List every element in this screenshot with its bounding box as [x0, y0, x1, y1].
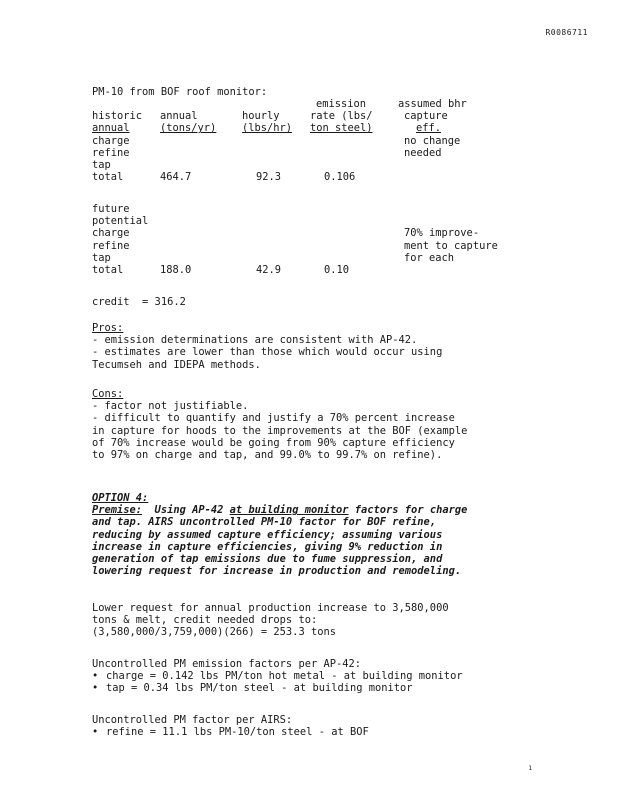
row-label: total: [92, 171, 124, 184]
row-label: tap: [92, 158, 111, 171]
corner-mark: 1: [528, 765, 532, 772]
header-rate-l1: emission: [316, 98, 367, 110]
premise-line: generation of tap emissions due to fume suppression, and: [92, 553, 443, 566]
row-label: charge: [92, 134, 130, 147]
premise-link-text: at building monitor: [229, 504, 349, 517]
row-annual: 188.0: [160, 263, 192, 276]
future-table: [92, 203, 532, 276]
credit-line: credit = 316.2: [92, 296, 186, 308]
table-row: [92, 264, 532, 276]
header-capture-l3: eff.: [416, 122, 442, 135]
airs-title: Uncontrolled PM factor per AIRS:: [92, 714, 293, 726]
row-label: potential: [92, 215, 149, 228]
cons-line: to 97% on charge and tap, and 99.0% to 99.7% on refine).: [92, 449, 443, 462]
row-label: tap: [92, 251, 111, 264]
premise-line: lowering request for increase in production and remodeling.: [92, 565, 462, 578]
header-rate-l3: ton steel): [310, 122, 373, 135]
premise-line: and tap. AIRS uncontrolled PM-10 factor for BOF refine,: [92, 516, 437, 529]
pros-line: Tecumseh and IDEPA methods.: [92, 358, 261, 371]
table-row: [92, 159, 532, 171]
row-capture: ment to capture: [404, 239, 498, 252]
bullet-text: refine = 11.1 lbs PM-10/ton steel - at BOF: [106, 726, 369, 739]
bullet-text: charge = 0.142 lbs PM/ton hot metal - at building monitor: [106, 670, 463, 683]
bullet-icon: •: [92, 682, 99, 695]
pros-line: - estimates are lower than those which would occur using: [92, 346, 443, 359]
table-row: [92, 171, 532, 183]
ap42-title: Uncontrolled PM emission factors per AP-42:: [92, 658, 361, 670]
row-hourly: 92.3: [256, 171, 282, 184]
cons-line: in capture for hoods to the improvements at the BOF (example: [92, 424, 468, 437]
header-hourly-l2: hourly: [242, 110, 280, 123]
header-capture-l1: assumed bhr: [398, 98, 467, 110]
bullet-icon: •: [92, 726, 99, 739]
header-historic-l2: historic: [92, 110, 143, 123]
premise-line: [92, 504, 532, 516]
table-row: [92, 215, 532, 227]
row-capture: no change: [404, 134, 461, 147]
cons-line: - difficult to quantify and justify a 70% percent increase: [92, 412, 455, 425]
cons-title: Cons:: [92, 388, 124, 400]
table-row: [92, 240, 532, 252]
row-label: total: [92, 263, 124, 276]
table-row: [92, 147, 532, 159]
pros-title: Pros:: [92, 322, 124, 334]
header-annual-l2: annual: [160, 110, 198, 123]
cons-line: of 70% increase would be going from 90% capture efficiency: [92, 436, 455, 449]
pros-line: - emission determinations are consistent with AP-42.: [92, 334, 418, 347]
header-historic-l3: annual: [92, 122, 130, 135]
table-row: [92, 135, 532, 147]
row-label: future: [92, 203, 130, 215]
cons-line: - factor not justifiable.: [92, 400, 249, 413]
row-capture: for each: [404, 251, 455, 264]
row-hourly: 42.9: [256, 263, 282, 276]
row-label: charge: [92, 227, 130, 240]
row-label: refine: [92, 239, 130, 252]
premise-text-post: factors for charge: [348, 504, 468, 517]
header-row-3: [92, 122, 532, 134]
header-rate-l2: rate (lbs/: [310, 110, 373, 123]
row-annual: 464.7: [160, 171, 192, 184]
row-rate: 0.106: [324, 171, 356, 184]
table-row: [92, 203, 532, 215]
row-capture: 70% improve-: [404, 227, 480, 240]
row-capture: needed: [404, 146, 442, 159]
row-label: refine: [92, 146, 130, 159]
ap42-factors-section: [92, 658, 532, 695]
row-rate: 0.10: [324, 263, 350, 276]
header-capture-l2: capture: [404, 110, 448, 123]
header-row-1: [92, 98, 532, 110]
list-item: [92, 726, 532, 738]
bullet-text: tap = 0.34 lbs PM/ton steel - at building monitor: [106, 682, 413, 695]
premise-text-pre: Using AP-42: [142, 504, 230, 517]
section-heading: PM-10 from BOF roof monitor:: [92, 86, 268, 98]
header-hourly-l3: (lbs/hr): [242, 122, 293, 135]
option-section: [92, 492, 532, 577]
premise-line: increase in capture efficiencies, giving 9% reduction in: [92, 540, 443, 553]
request-line: tons & melt, credit needed drops to:: [92, 614, 318, 627]
header-row-2: [92, 110, 532, 122]
cons-section: [92, 388, 532, 461]
list-item: [92, 670, 532, 682]
table-row: [92, 252, 532, 264]
document-id: R0086711: [545, 28, 588, 37]
request-line: Lower request for annual production increase to 3,580,000: [92, 602, 449, 614]
bullet-icon: •: [92, 670, 99, 683]
historic-table: [92, 98, 532, 183]
premise-line: reducing by assumed capture efficiency; assuming various: [92, 528, 443, 541]
airs-factors-section: [92, 714, 532, 738]
header-annual-l3: (tons/yr): [160, 122, 217, 135]
premise-label: Premise:: [92, 504, 143, 517]
option-label: OPTION 4:: [92, 492, 149, 504]
list-item: [92, 682, 532, 694]
pros-section: [92, 322, 532, 371]
table-row: [92, 227, 532, 239]
request-line: (3,580,000/3,759,000)(266) = 253.3 tons: [92, 626, 336, 639]
request-section: [92, 602, 532, 639]
